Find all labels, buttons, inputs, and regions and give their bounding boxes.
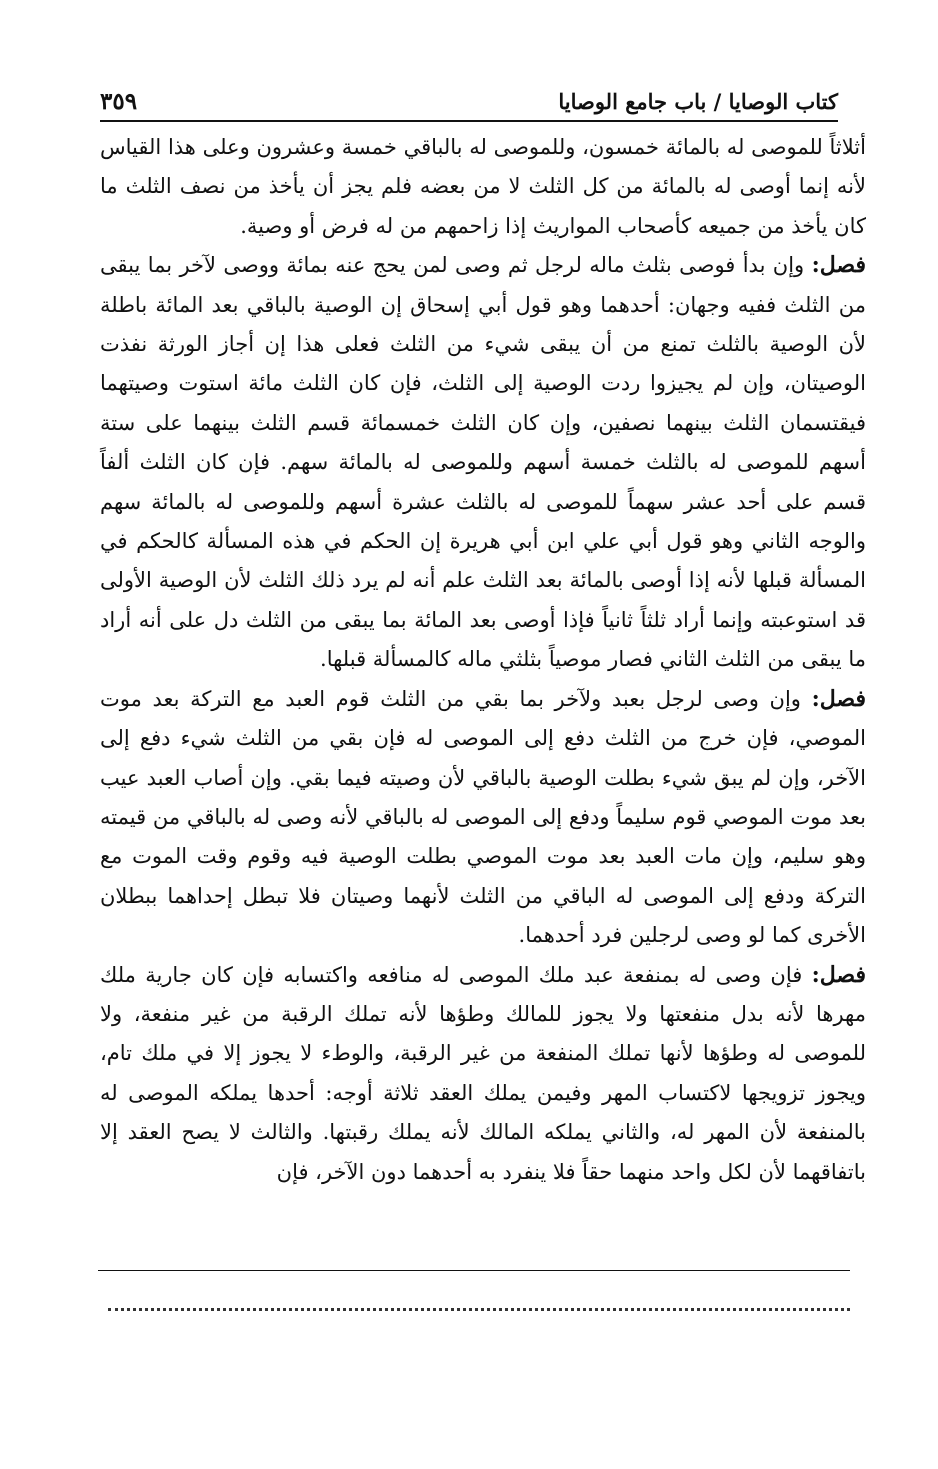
section-label: فصل: <box>811 252 866 279</box>
paragraph-text: وإن بدأ فوصى بثلث ماله لرجل ثم وصى لمن يحج عنه بمائة ووصى لآخر بما يبقى من الثلث ففيه وجهان: أحدهما وهو قول أبي إسحاق إن الوصية بالباقي بعد المائة باطلة لأن الوصية بالثلث تمنع من أن يبقى شيء من الثلث فعلى هذا إن أجاز الورثة نفذت الوصيتان، وإن لم يجيزوا ردت الوصية إلى الثلث، فإن كان الثلث مائة استوت وصيتهما فيقتسمان الثلث بينهما نصفين، وإن كان الثلث خمسمائة قسم الثلث بينهما على ستة أسهم للموصى له بالثلث خمسة أسهم وللموصى له بالمائة سهم. فإن كان الثلث ألفاً قسم على أحد عشر سهماً للموصى له بالثلث عشرة أسهم وللموصى له بالمائة سهم والوجه الثاني وهو قول أبي علي ابن أبي هريرة إن الحكم في هذه المسألة كالحكم في المسألة قبلها لأنه إذا أوصى بالمائة بعد الثلث علم أنه لم يرد ذلك الثلث لأن الوصية الأولى قد استوعبته وإنما أراد ثلثاً ثانياً فإذا أوصى بعد المائة بما يبقى من الثلث دل على أنه أراد ما يبقى من الثلث الثاني فصار موصياً بثلثي ماله كالمسألة قبلها. <box>100 253 866 672</box>
section-label: فصل: <box>811 685 866 712</box>
page-number: ٣٥٩ <box>100 87 138 115</box>
footnote-divider <box>98 1270 850 1271</box>
paragraph <box>100 246 866 679</box>
paragraph-text: فإن وصى له بمنفعة عبد ملك الموصى له منافعه واكتسابه فإن كان جارية ملك مهرها لأنه بدل منفعتها ولا يجوز للمالك وطؤها لأنه تملك الرقبة من غير منفعة، ولا للموصى له وطؤها لأنها تملك المنفعة من غير الرقبة، والوطء لا يجوز إلا في ملك تام، ويجوز تزويجها لاكتساب المهر وفيمن يملك العقد ثلاثة أوجه: أحدها يملكه الموصى له بالمنفعة لأن المهر له، والثاني يملكه المالك لأنه يملك رقبتها. والثالث لا يصح العقد إلا باتفاقهما لأن لكل واحد منهما حقاً فلا ينفرد به أحدهما دون الآخر، فإن <box>100 962 866 1184</box>
running-title: كتاب الوصايا / باب جامع الوصايا <box>558 88 838 114</box>
paragraph <box>100 680 866 956</box>
paragraph <box>100 956 866 1192</box>
paragraph-text: أثلاثاً للموصى له بالمائة خمسون، وللموصى له بالباقي خمسة وعشرون وعلى هذا القياس لأنه إنما أوصى له بالمائة من كل الثلث لا من بعضه فلم يجز أن يأخذ من نصف الثلث ما كان يأخذ من جميعه كأصحاب المواريث إذا زاحمهم من له فرض أو وصية. <box>100 135 866 238</box>
dotted-divider <box>108 1308 850 1311</box>
body-text <box>100 128 866 1192</box>
page-header <box>100 82 838 122</box>
section-label: فصل: <box>811 961 866 988</box>
paragraph <box>100 128 866 246</box>
paragraph-text: وإن وصى لرجل بعبد ولآخر بما بقي من الثلث قوم العبد مع التركة بعد موت الموصي، فإن خرج من الثلث دفع إلى الموصى له فإن بقي من الثلث شيء دفع إلى الآخر، وإن لم يبق شيء بطلت الوصية بالباقي لأن وصيته فيما بقي. وإن أصاب العبد عيب بعد موت الموصي قوم سليماً ودفع إلى الموصى له بالباقي لأنه وصى له بالباقي من قيمته وهو سليم، وإن مات العبد بعد موت الموصي بطلت الوصية فيه وقوم وقت الموت مع التركة ودفع إلى الموصى له الباقي من الثلث لأنهما وصيتان فلا تبطل إحداهما ببطلان الأخرى كما لو وصى لرجلين فرد أحدهما. <box>100 686 866 948</box>
